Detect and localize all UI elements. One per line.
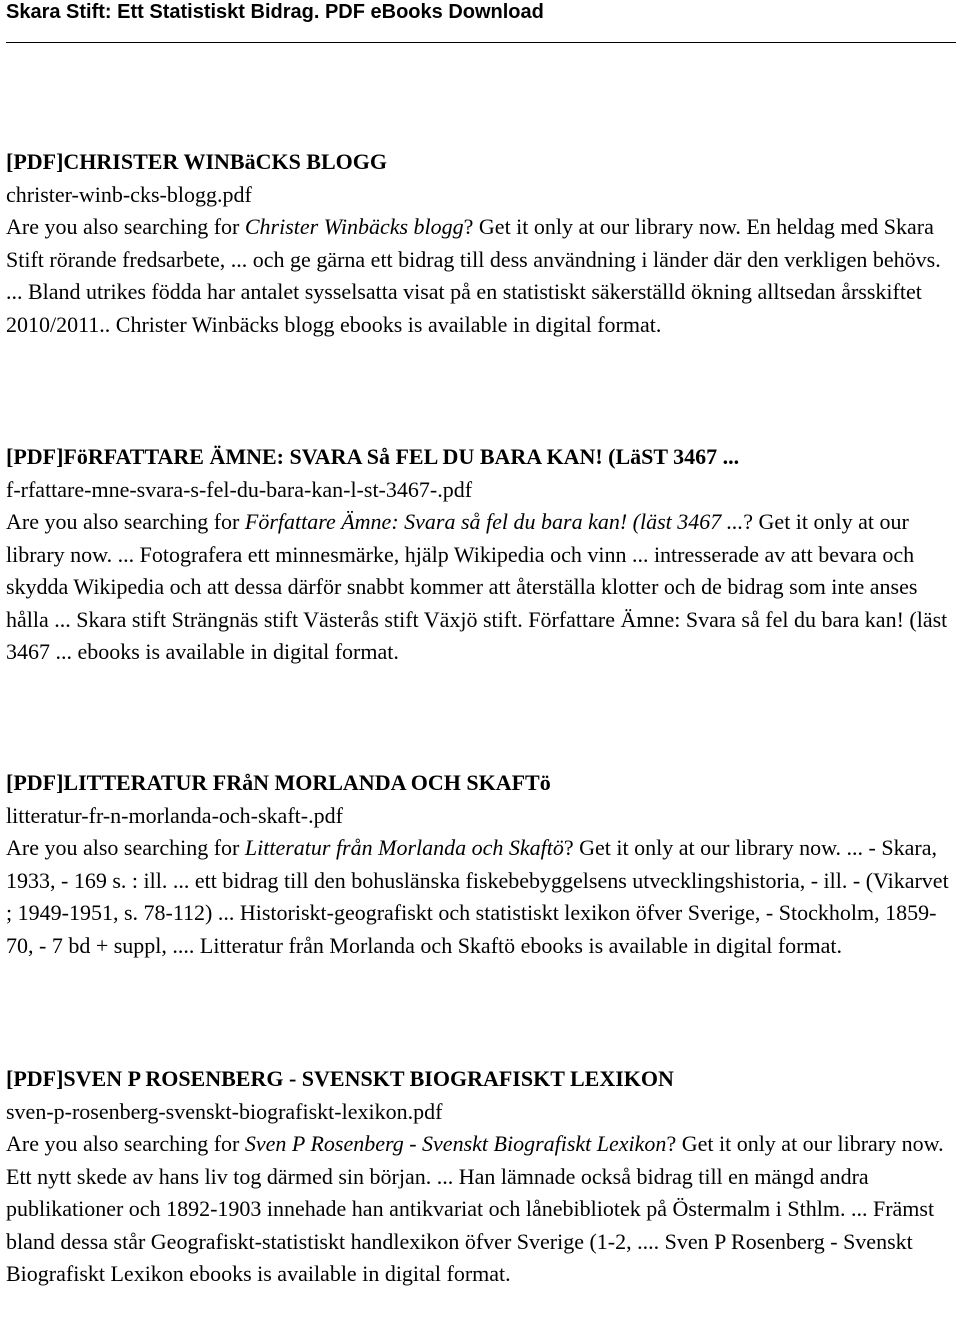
entry-query: Författare Ämne: Svara så fel du bara kan! (läst 3467 ... bbox=[244, 509, 744, 534]
entry-query: Christer Winbäcks blogg bbox=[244, 214, 464, 239]
entry-query: Litteratur från Morlanda och Skaftö bbox=[244, 835, 564, 860]
entry-filename: sven-p-rosenberg-svenskt-biografiskt-lexikon.pdf bbox=[6, 1098, 443, 1124]
entry-description: Are you also searching for Litteratur från Morlanda och Skaftö? Get it only at our library now. ... - Skara, 1933, - 169 s. : ill. ... ett bidrag till den bohuslänska fiskebebyggelsens utvecklingshistoria, - ill. - (Vikarvet ; 1949-1951, s. 78-112) ... Historiskt-geografiskt och statistiskt lexikon öfver Sverige, - Stockholm, 1859-70, - 7 bd + suppl, .... Litteratur från Morlanda och Skaftö ebooks is available in digital format. bbox=[6, 835, 949, 958]
entry-title[interactable]: [PDF]CHRISTER WINBäCKS BLOGG bbox=[6, 149, 387, 174]
entry-title[interactable]: [PDF]FöRFATTARE ÄMNE: SVARA Så FEL DU BARA KAN! (LäST 3467 ... bbox=[6, 444, 740, 469]
page-title: Skara Stift: Ett Statistiskt Bidrag. PDF eBooks Download bbox=[6, 1, 544, 23]
entry-description: Are you also searching for Christer Winbäcks blogg? Get it only at our library now. En heldag med Skara Stift rörande fredsarbete, ... och ge gärna ett bidrag till dess användning i länder där den verkligen behövs. ... Bland utrikes födda har antalet sysselsatta visat på en statistiskt säkerställd ökning alltsedan årsskiftet 2010/2011.. Christer Winbäcks blogg ebooks is available in digital format. bbox=[6, 214, 941, 337]
header-divider bbox=[6, 42, 956, 43]
result-entry bbox=[6, 1063, 954, 1291]
result-entry bbox=[6, 146, 954, 341]
entry-description: Are you also searching for Sven P Rosenberg - Svenskt Biografiskt Lexikon? Get it only at our library now. Ett nytt skede av hans liv tog därmed sin början. ... Han lämnade också bidrag till en mängd andra publikationer och 1892-1903 innehade han antikvariat och lånebibliotek på Östermalm i Sthlm. ... Främst bland dessa står Geografiskt-statistiskt handlexikon öfver Sverige (1-2, .... Sven P Rosenberg - Svenskt Biografiskt Lexikon ebooks is available in digital format. bbox=[6, 1131, 944, 1286]
entry-filename: litteratur-fr-n-morlanda-och-skaft-.pdf bbox=[6, 802, 343, 828]
result-entry bbox=[6, 441, 954, 669]
result-entry bbox=[6, 767, 954, 962]
entry-title[interactable]: [PDF]SVEN P ROSENBERG - SVENSKT BIOGRAFISKT LEXIKON bbox=[6, 1066, 674, 1091]
entry-filename: christer-winb-cks-blogg.pdf bbox=[6, 181, 252, 207]
page-header bbox=[6, 0, 954, 34]
entry-description: Are you also searching for Författare Ämne: Svara så fel du bara kan! (läst 3467 ...? Get it only at our library now. ... Fotografera ett minnesmärke, hjälp Wikipedia och vinn ... intresserade av att bevara och skydda Wikipedia och att dessa därför snabbt kommer att återställa klotter och de bidrag som inte anses hålla ... Skara stift Strängnäs stift Västerås stift Växjö stift. Författare Ämne: Svara så fel du bara kan! (läst 3467 ... ebooks is available in digital format. bbox=[6, 509, 948, 664]
entry-filename: f-rfattare-mne-svara-s-fel-du-bara-kan-l-st-3467-.pdf bbox=[6, 476, 473, 502]
entry-query: Sven P Rosenberg - Svenskt Biografiskt Lexikon bbox=[244, 1131, 667, 1156]
entry-title[interactable]: [PDF]LITTERATUR FRåN MORLANDA OCH SKAFTö bbox=[6, 770, 551, 795]
